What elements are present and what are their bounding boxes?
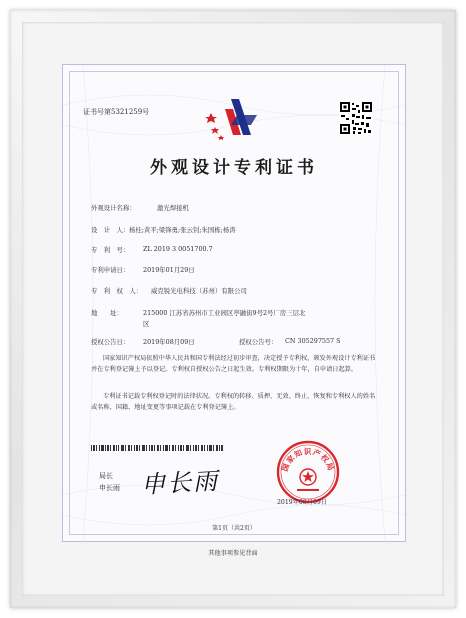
patentee-value: 威克锐光电科技（苏州）有限公司	[151, 287, 247, 295]
certificate-title: 外观设计专利证书	[150, 158, 318, 178]
grant-number-label: 授权公告号：	[239, 338, 278, 346]
qr-code-icon	[339, 101, 373, 135]
handwritten-signature: 申长雨	[140, 466, 220, 500]
name-value: 激光焊接机	[157, 204, 189, 212]
grant-date-value: 2019年08月09日	[143, 338, 195, 346]
address-label: 地 址：	[91, 309, 123, 317]
director-name-label: 申长雨	[99, 484, 120, 492]
address-value-line1: 215000 江苏省苏州市工业园区亭融街9号2号厂房三层北	[143, 309, 306, 317]
filing-date-value: 2019年01月29日	[143, 266, 195, 274]
seal-date-overlay: 2019年08月09日	[277, 499, 328, 506]
director-title-label: 局长	[99, 472, 113, 480]
filing-date-label: 专利申请日：	[91, 266, 130, 274]
page-footer: 第1页（共2页）	[212, 525, 256, 532]
barcode-icon	[91, 445, 223, 451]
grant-date-label: 授权公告日：	[91, 338, 130, 346]
seal-icon	[275, 439, 341, 505]
designer-label: 设 计 人：	[91, 226, 130, 234]
bottom-note: 其他事项参见背面	[208, 550, 258, 557]
patentee-label: 专 利 权 人：	[91, 287, 143, 295]
address-value-line2: 区	[143, 320, 150, 328]
paragraph-grant: 国家知识产权局依照中华人民共和国专利法经过初步审查，决定授予专利权，颁发外观设计专利证书并在专利登记簿上予以登记。专利权自授权公告之日起生效。专利权期限为十年，自申请日起算。	[91, 355, 376, 373]
name-label: 外观设计名称：	[91, 204, 136, 212]
designer-value: 杨桂;黄平;梁锋勇;张云钊;朱国栋;杨涛	[129, 226, 236, 234]
svg-text:国家知识产权局: 国家知识产权局	[280, 447, 336, 473]
logo-icon	[201, 95, 265, 143]
certificate-number: 证书号第5321259号	[83, 108, 150, 116]
patent-number-label: 专 利 号：	[91, 246, 130, 254]
paragraph-legal-status: 专利证书记载专利权登记时的法律状况。专利权的转移、质押、无效、终止、恢复和专利权人的姓名或名称、国籍、地址变更等事项记载在专利登记簿上。	[91, 393, 376, 411]
patent-number-value: ZL 2019 3 0051700.7	[143, 245, 213, 253]
certificate-paper	[62, 64, 406, 542]
grant-number-value: CN 305297557 S	[285, 337, 341, 345]
